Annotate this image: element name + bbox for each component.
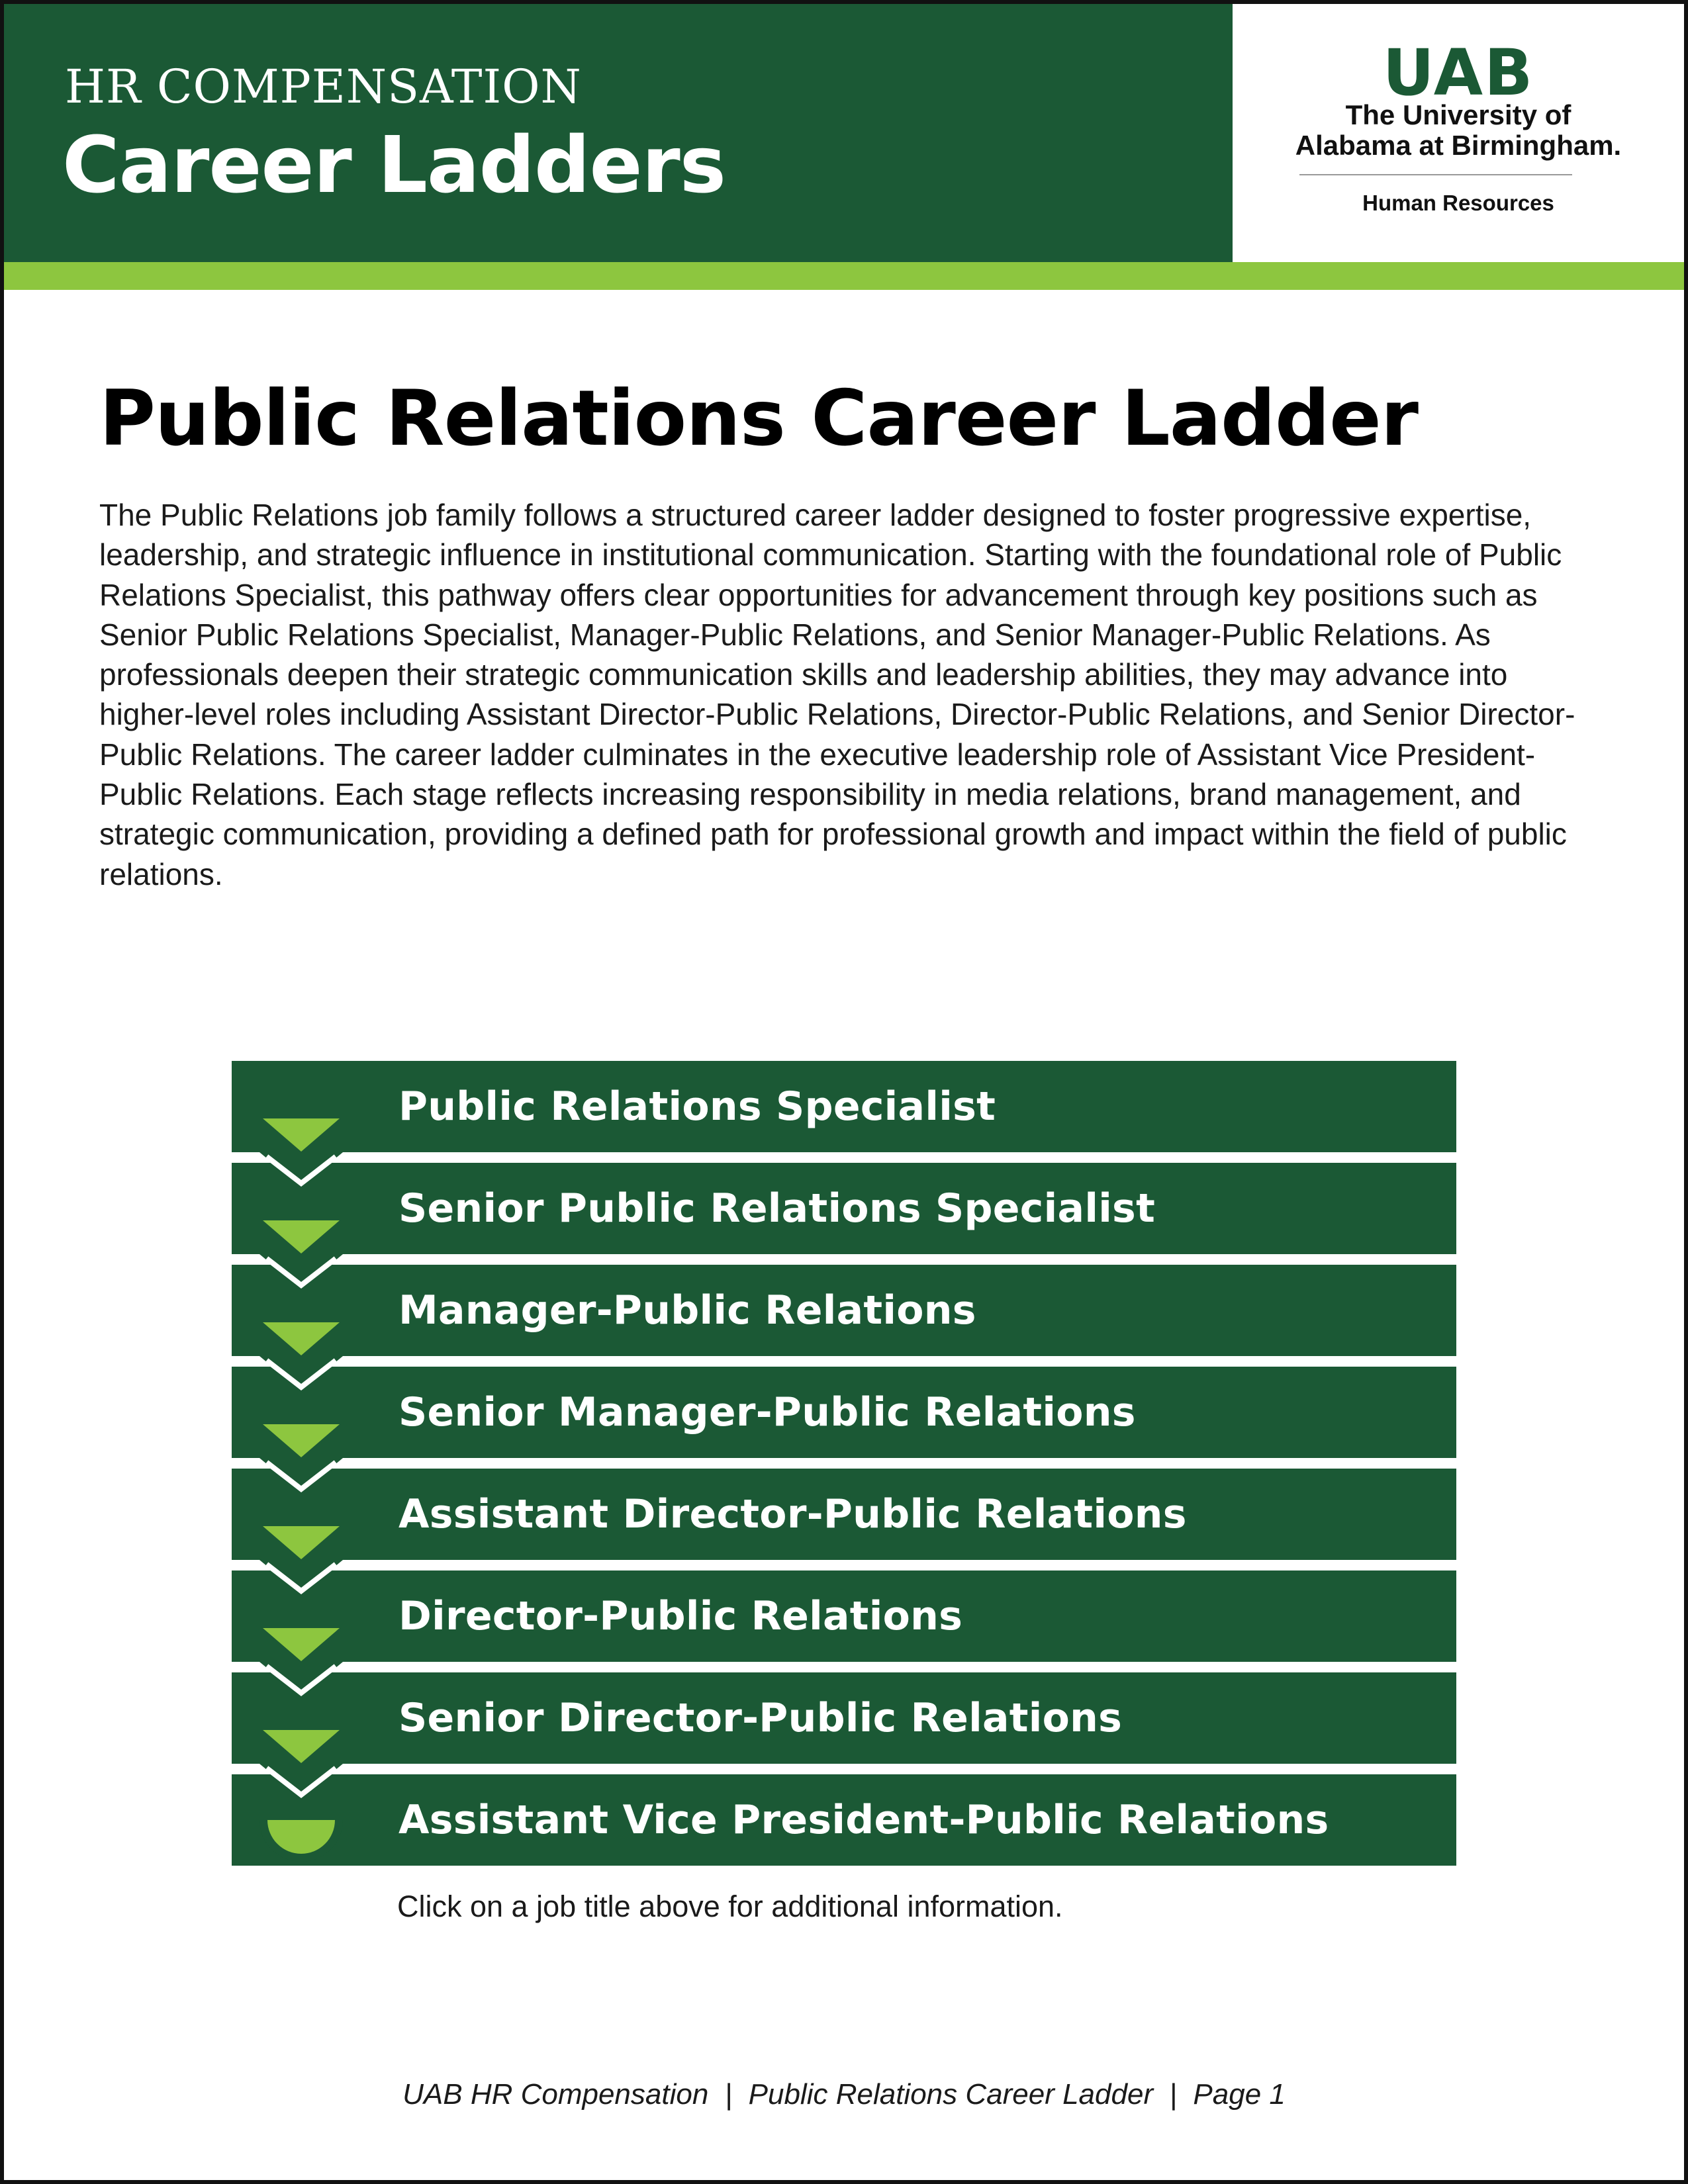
step-arrow-icon xyxy=(259,1725,343,1811)
logo-divider xyxy=(1299,174,1572,175)
logo-line-2: Alabama at Birmingham. xyxy=(1295,130,1622,161)
step-arrow-icon xyxy=(259,1216,343,1302)
ladder-step-5[interactable]: Assistant Director-Public Relations xyxy=(232,1469,1456,1560)
intro-paragraph: The Public Relations job family follows a structured career ladder designed to foster progressive expertise, leadership, and strategic influence in institutional communication. Starting with the foundational role of Public Relations Specialist, this pathway offers clear opportunities for advancement through key positions such as Senior Public Relations Specialist, Manager-Public Relations, and Senior Manager-Public Relations. As professionals deepen their strategic communication skills and leadership abilities, they may advance into higher-level roles including Assistant Director-Public Relations, Director-Public Relations, and Senior Director-Public Relations. The career ladder culminates in the executive leadership role of Assistant Vice President-Public Relations. Each stage reflects increasing responsibility in media relations, brand management, and strategic communication, providing a defined path for professional growth and impact within the field of public relations. xyxy=(99,498,1575,891)
ladder-step-7[interactable]: Senior Director-Public Relations xyxy=(232,1672,1456,1764)
header-kicker: HR COMPENSATION xyxy=(65,60,582,114)
step-arrow-icon xyxy=(259,1420,343,1506)
uab-logo-wordmark: UAB xyxy=(1382,36,1534,110)
header-title: Career Ladders xyxy=(62,119,726,210)
step-arrow-icon xyxy=(259,1522,343,1608)
ladder-step-3[interactable]: Manager-Public Relations xyxy=(232,1265,1456,1356)
ladder-step-8[interactable]: Assistant Vice President-Public Relations xyxy=(232,1774,1456,1866)
logo-line-1: The University of xyxy=(1345,99,1571,130)
step-arrow-icon xyxy=(259,1623,343,1709)
ladder-end-cap-icon xyxy=(259,1812,343,1891)
page-footer: UAB HR Compensation | Public Relations Career Ladder | Page 1 xyxy=(402,2078,1286,2111)
ladder-step-2[interactable]: Senior Public Relations Specialist xyxy=(232,1163,1456,1254)
ladder-step-4[interactable]: Senior Manager-Public Relations xyxy=(232,1367,1456,1458)
ladder-step-6[interactable]: Director-Public Relations xyxy=(232,1570,1456,1662)
career-ladder xyxy=(232,1061,1456,1895)
ladder-note: Click on a job title above for additional information. xyxy=(397,1889,1063,1923)
ladder-step-1[interactable]: Public Relations Specialist xyxy=(232,1061,1456,1152)
step-arrow-icon xyxy=(259,1114,343,1200)
logo-subtitle: Human Resources xyxy=(1362,191,1554,215)
step-arrow-icon xyxy=(259,1318,343,1404)
page-title: Public Relations Career Ladder xyxy=(99,374,1418,463)
accent-stripe xyxy=(4,262,1684,290)
